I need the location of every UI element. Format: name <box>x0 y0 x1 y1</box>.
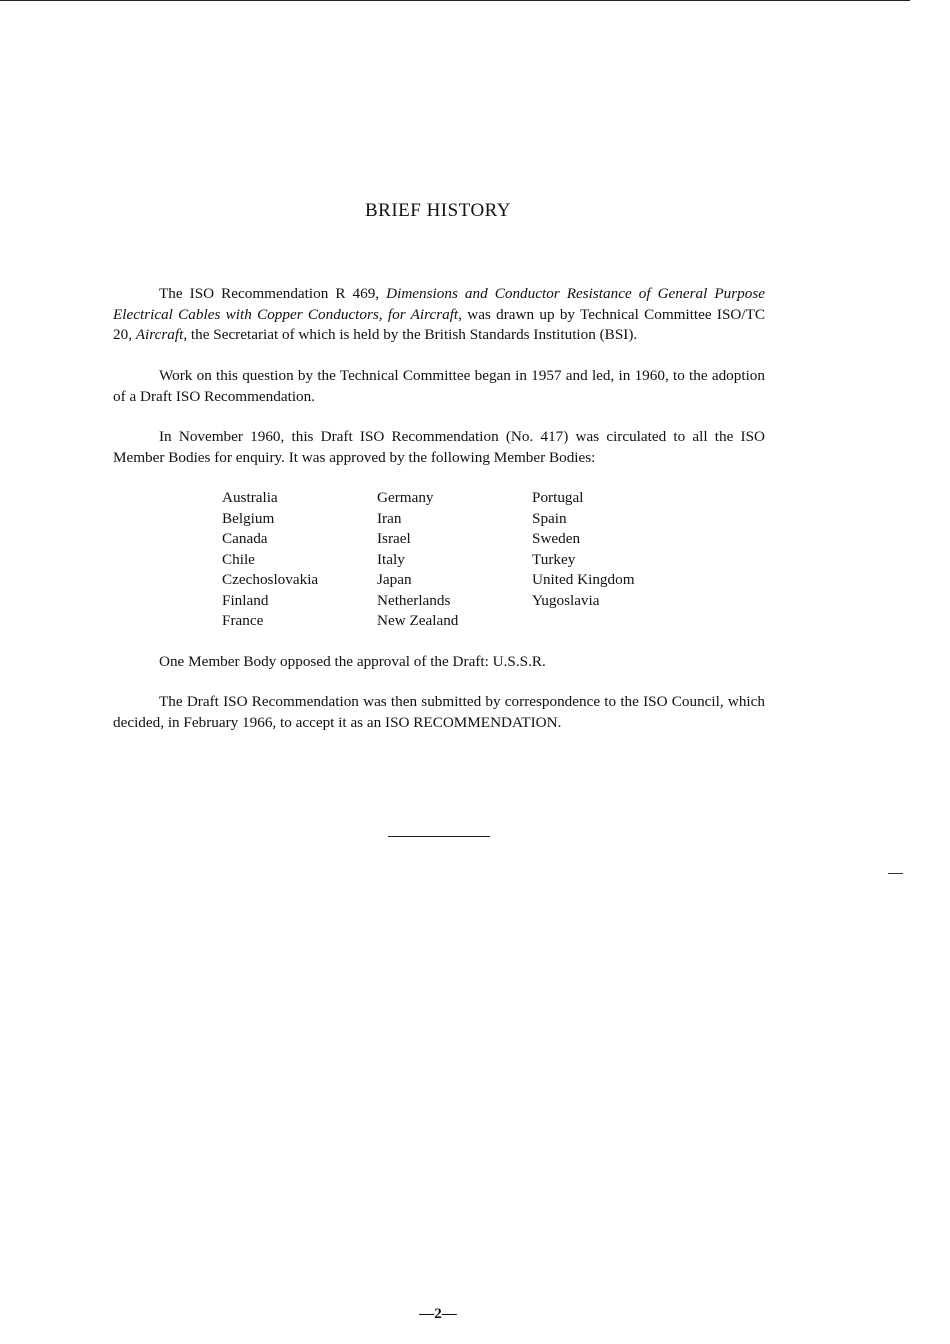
member-bodies-column-1 <box>222 488 377 632</box>
list-item: Italy <box>377 550 405 568</box>
list-item: Israel <box>377 530 411 547</box>
list-item: Spain <box>532 509 567 527</box>
list-item: Yugoslavia <box>532 591 600 609</box>
list-item: Netherlands <box>377 591 451 609</box>
list-item: Australia <box>222 489 278 506</box>
section-divider <box>388 836 490 837</box>
p1-text-a: The ISO Recommendation R 469, <box>159 285 387 302</box>
list-item: New Zealand <box>377 612 459 629</box>
p1-title-italic: Dimensions and Conductor Resistance of General Purpose Electrical Cables with Copper Conductors, for Aircraft <box>113 285 766 323</box>
list-item: Germany <box>377 489 434 506</box>
p1-text-c: , the Secretariat of which is held by the British Standards Institution (BSI). <box>183 326 638 343</box>
list-item: Belgium <box>222 509 275 527</box>
paragraph-opposition <box>113 652 765 673</box>
member-bodies-column-2 <box>377 488 532 632</box>
list-item: Canada <box>222 530 268 547</box>
page-title: BRIEF HISTORY <box>364 200 512 221</box>
top-rule <box>0 0 910 1</box>
list-item: Portugal <box>532 489 584 506</box>
margin-mark <box>888 873 903 874</box>
member-bodies-list <box>222 488 692 632</box>
member-bodies-column-3 <box>532 488 692 632</box>
paragraph-work <box>113 366 765 407</box>
list-item: United Kingdom <box>532 571 635 588</box>
list-item: Japan <box>377 571 412 588</box>
list-item: France <box>222 612 264 629</box>
paragraph-enquiry-text: In November 1960, this Draft ISO Recommendation (No. 417) was circulated to all the ISO Member Bodies for enquiry. It was approved by the following Member Bodies: <box>113 428 765 466</box>
paragraph-council <box>113 692 765 733</box>
p1-committee-italic: Aircraft <box>135 326 184 343</box>
paragraph-council-text: The Draft ISO Recommendation was then submitted by correspondence to the ISO Council, which decided, in February 1966, to accept it as an ISO RECOMMENDATION. <box>113 693 765 731</box>
paragraph-opposition-text: One Member Body opposed the approval of the Draft: U.S.S.R. <box>159 653 546 670</box>
paragraph-enquiry <box>113 427 765 468</box>
list-item: Czechoslovakia <box>222 571 319 588</box>
list-item: Chile <box>222 550 255 568</box>
p1-text-b: , was drawn up by Technical Committee ISO/TC 20, <box>113 305 765 343</box>
paragraph-origin <box>113 284 765 346</box>
list-item: Finland <box>222 591 269 609</box>
page-number: —2— <box>419 1306 457 1322</box>
list-item: Sweden <box>532 530 581 547</box>
list-item: Iran <box>377 509 402 527</box>
list-item: Turkey <box>532 550 576 568</box>
paragraph-work-text: Work on this question by the Technical Committee began in 1957 and led, in 1960, to the adoption of a Draft ISO Recommendation. <box>113 367 765 405</box>
